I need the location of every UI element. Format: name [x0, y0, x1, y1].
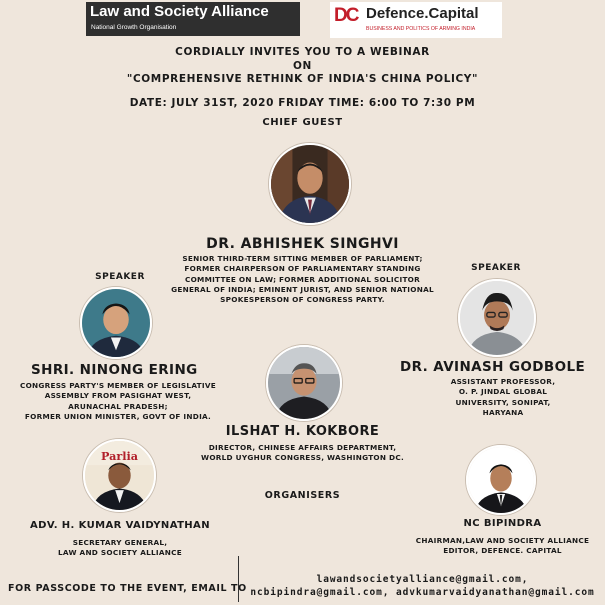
- contact-emails: [240, 573, 605, 599]
- speaker-right-photo: [458, 279, 536, 357]
- footer-divider: [238, 556, 239, 602]
- chief-guest-photo: [269, 143, 351, 225]
- speaker-left-description: [4, 381, 232, 422]
- organiser-right-name: NC BIPINDRA: [463, 518, 542, 529]
- lsa-logo-tagline: National Growth Organisation: [91, 24, 177, 31]
- speaker-right-name: DR. AVINASH GODBOLE: [400, 359, 586, 375]
- speaker-right-label: SPEAKER: [471, 263, 521, 273]
- speaker-center-name: ILSHAT H. KOKBORE: [225, 424, 380, 439]
- webinar-title: "COMPREHENSIVE RETHINK OF INDIA'S CHINA POLICY": [126, 73, 479, 85]
- email-link-line[interactable]: lawandsocietyalliance@gmail.com,: [316, 574, 529, 585]
- speaker-left-label: SPEAKER: [95, 272, 145, 282]
- law-and-society-alliance-logo: [86, 2, 300, 36]
- speaker-left-desc-line: FORMER UNION MINISTER, GOVT OF INDIA.: [24, 411, 212, 421]
- organiser-left-description: [10, 538, 230, 559]
- lsa-logo-name: Law and Society Alliance: [90, 3, 269, 20]
- organiser-left-photo: [83, 439, 156, 512]
- event-date-time: DATE: JULY 31ST, 2020 FRIDAY TIME: 6:00 TO 7:30 PM: [129, 97, 476, 109]
- organiser-right-photo: [466, 445, 536, 515]
- speaker-center-desc-line: DIRECTOR, CHINESE AFFAIRS DEPARTMENT,: [208, 443, 397, 452]
- invite-on-line: ON: [293, 60, 312, 72]
- speaker-center-description: [170, 443, 435, 464]
- speaker-center-photo: [266, 345, 342, 421]
- speaker-left-desc-line: ASSEMBLY FROM PASIGHAT WEST,: [44, 391, 192, 401]
- speaker-right-desc-line: O. P. JINDAL GLOBAL: [458, 387, 548, 397]
- speaker-right-desc-line: UNIVERSITY, SONIPAT,: [455, 397, 551, 407]
- chief-guest-desc-line: SPOKESPERSON OF CONGRESS PARTY.: [220, 295, 385, 305]
- organiser-left-desc-line: SECRETARY GENERAL,: [72, 538, 168, 547]
- speaker-right-desc-line: HARYANA: [482, 407, 524, 417]
- organiser-left-photo-backdrop-text: Parlia: [100, 448, 139, 463]
- speaker-center-desc-line: WORLD UYGHUR CONGRESS, WASHINGTON DC.: [201, 453, 404, 463]
- organiser-left-name: ADV. H. KUMAR VAIDYNATHAN: [30, 520, 210, 531]
- chief-guest-description: [150, 254, 455, 305]
- email-link-line[interactable]: ncbipindra@gmail.com, advkumarvaidyanathan@gmail.com: [250, 587, 595, 598]
- chief-guest-desc-line: FORMER CHAIRPERSON OF PARLIAMENTARY STANDING: [184, 264, 421, 274]
- chief-guest-desc-line: COMMITTEE ON LAW; FORMER ADDITIONAL SOLICITOR: [185, 274, 420, 284]
- speaker-right-description: [433, 377, 573, 418]
- dc-logo-tagline: BUSINESS AND POLITICS OF ARMING INDIA: [366, 26, 476, 32]
- chief-guest-label: CHIEF GUEST: [262, 117, 343, 128]
- invite-line: CORDIALLY INVITES YOU TO A WEBINAR: [175, 46, 430, 58]
- speaker-left-desc-line: ARUNACHAL PRADESH;: [68, 401, 168, 411]
- chief-guest-desc-line: SENIOR THIRD-TERM SITTING MEMBER OF PARLIAMENT;: [182, 254, 423, 263]
- speaker-left-photo: [80, 287, 152, 359]
- dc-logo-mark: DC: [334, 5, 358, 26]
- speaker-left-desc-line: CONGRESS PARTY'S MEMBER OF LEGISLATIVE: [20, 381, 216, 390]
- organisers-label: ORGANISERS: [264, 490, 341, 501]
- organiser-right-description: [405, 536, 600, 557]
- defence-capital-logo: [330, 2, 502, 38]
- organiser-right-desc-line: EDITOR, DEFENCE. CAPITAL: [443, 546, 562, 556]
- dc-logo-name: Defence.Capital: [366, 5, 479, 22]
- speaker-left-name: SHRI. NINONG ERING: [31, 362, 198, 378]
- chief-guest-desc-line: GENERAL OF INDIA; EMINENT JURIST, AND SENIOR NATIONAL: [171, 284, 434, 294]
- speaker-right-desc-line: ASSISTANT PROFESSOR,: [450, 377, 556, 386]
- passcode-instruction: FOR PASSCODE TO THE EVENT, EMAIL TO: [8, 583, 247, 594]
- organiser-left-desc-line: LAW AND SOCIETY ALLIANCE: [58, 548, 182, 558]
- chief-guest-name: DR. ABHISHEK SINGHVI: [206, 236, 399, 252]
- organiser-right-desc-line: CHAIRMAN,LAW AND SOCIETY ALLIANCE: [415, 536, 590, 545]
